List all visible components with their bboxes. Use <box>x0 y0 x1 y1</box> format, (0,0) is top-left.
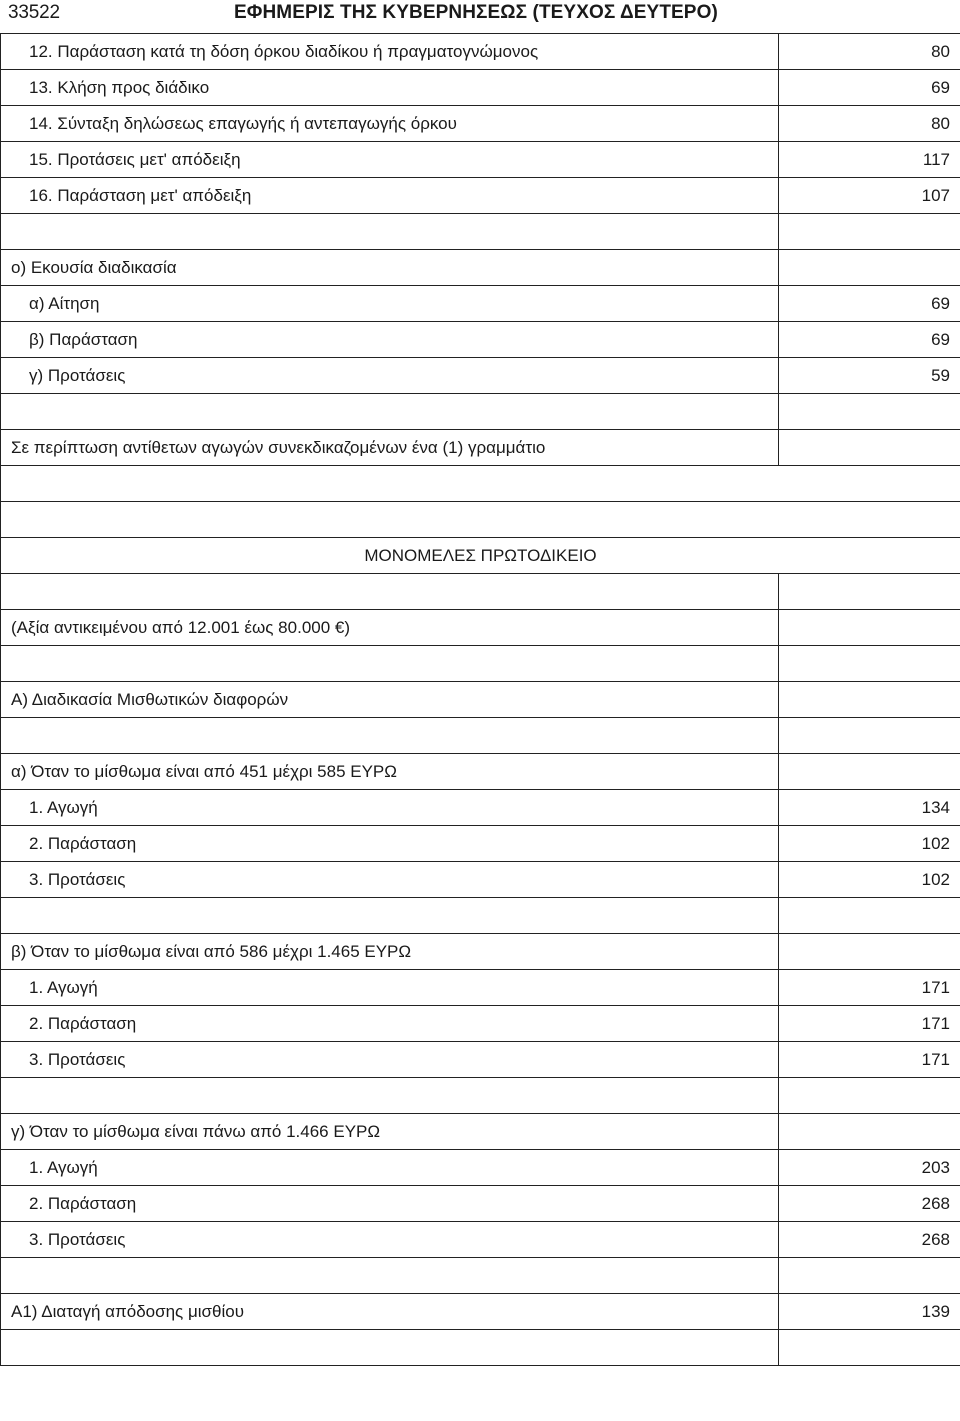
fee-amount: 117 <box>779 142 960 178</box>
fee-description: 1. Αγωγή <box>1 790 779 826</box>
fee-description: 12. Παράσταση κατά τη δόση όρκου διαδίκου ή πραγματογνώμονος <box>1 34 779 70</box>
fee-description: β) Όταν το μίσθωμα είναι από 586 μέχρι 1.465 ΕΥΡΩ <box>1 934 779 970</box>
fee-description: (Αξία αντικειμένου από 12.001 έως 80.000 €) <box>1 610 779 646</box>
table-row <box>1 538 960 574</box>
table-row <box>1 862 960 898</box>
fee-amount <box>779 754 960 790</box>
table-row <box>1 1150 960 1186</box>
fee-amount: 102 <box>779 826 960 862</box>
table-row <box>1 178 960 214</box>
table-row <box>1 1114 960 1150</box>
table-row <box>1 934 960 970</box>
table-row <box>1 502 960 538</box>
gazette-title: ΕΦΗΜΕΡΙΣ ΤΗΣ ΚΥΒΕΡΝΗΣΕΩΣ (ΤΕΥΧΟΣ ΔΕΥΤΕΡΟ) <box>234 2 718 23</box>
fee-amount: 268 <box>779 1186 960 1222</box>
fee-amount: 268 <box>779 1222 960 1258</box>
fee-amount: 203 <box>779 1150 960 1186</box>
fee-description <box>1 1078 779 1114</box>
table-row <box>1 1078 960 1114</box>
spacer-cell <box>1 502 960 538</box>
fee-description <box>1 718 779 754</box>
fee-description: 3. Προτάσεις <box>1 1042 779 1078</box>
fee-description: Σε περίπτωση αντίθετων αγωγών συνεκδικαζομένων ένα (1) γραμμάτιο <box>1 430 779 466</box>
fee-description: 15. Προτάσεις μετ' απόδειξη <box>1 142 779 178</box>
spacer-cell <box>1 466 960 502</box>
fee-amount <box>779 934 960 970</box>
table-row <box>1 790 960 826</box>
fee-amount: 107 <box>779 178 960 214</box>
fee-amount: 80 <box>779 34 960 70</box>
fee-description: ο) Εκουσία διαδικασία <box>1 250 779 286</box>
fee-amount: 69 <box>779 322 960 358</box>
fee-description: 14. Σύνταξη δηλώσεως επαγωγής ή αντεπαγωγής όρκου <box>1 106 779 142</box>
table-row <box>1 34 960 70</box>
table-row <box>1 718 960 754</box>
fee-amount: 139 <box>779 1294 960 1330</box>
fee-description: 2. Παράσταση <box>1 1006 779 1042</box>
fee-description: 3. Προτάσεις <box>1 862 779 898</box>
table-row <box>1 1186 960 1222</box>
fee-description: Α) Διαδικασία Μισθωτικών διαφορών <box>1 682 779 718</box>
table-row <box>1 430 960 466</box>
fee-amount <box>779 430 960 466</box>
table-row <box>1 106 960 142</box>
fee-amount <box>779 214 960 250</box>
table-row <box>1 574 960 610</box>
fee-amount: 69 <box>779 286 960 322</box>
fee-amount: 134 <box>779 790 960 826</box>
fee-amount <box>779 250 960 286</box>
fee-description: 13. Κλήση προς διάδικο <box>1 70 779 106</box>
table-row <box>1 358 960 394</box>
table-row <box>1 826 960 862</box>
fee-amount <box>779 682 960 718</box>
table-row <box>1 898 960 934</box>
table-row <box>1 1006 960 1042</box>
fee-description <box>1 574 779 610</box>
fee-description: α) Αίτηση <box>1 286 779 322</box>
table-row <box>1 142 960 178</box>
fee-amount: 69 <box>779 70 960 106</box>
fee-amount: 102 <box>779 862 960 898</box>
fee-amount <box>779 1114 960 1150</box>
fee-description: 16. Παράσταση μετ' απόδειξη <box>1 178 779 214</box>
table-row <box>1 1042 960 1078</box>
table-row <box>1 1222 960 1258</box>
table-row <box>1 1330 960 1366</box>
table-row <box>1 754 960 790</box>
fee-amount <box>779 1330 960 1366</box>
fee-amount: 59 <box>779 358 960 394</box>
fee-description: 2. Παράσταση <box>1 826 779 862</box>
fee-description: 2. Παράσταση <box>1 1186 779 1222</box>
fee-description <box>1 394 779 430</box>
section-heading: ΜΟΝΟΜΕΛΕΣ ΠΡΩΤΟΔΙΚΕΙΟ <box>1 538 960 574</box>
fee-amount <box>779 646 960 682</box>
fee-amount <box>779 1258 960 1294</box>
table-row <box>1 682 960 718</box>
table-row <box>1 250 960 286</box>
fee-table-body <box>1 34 960 1366</box>
fee-description <box>1 1330 779 1366</box>
fee-description <box>1 898 779 934</box>
fee-amount <box>779 394 960 430</box>
page-header <box>0 0 960 28</box>
fee-description <box>1 1258 779 1294</box>
fee-description: γ) Όταν το μίσθωμα είναι πάνω από 1.466 ΕΥΡΩ <box>1 1114 779 1150</box>
fee-amount: 171 <box>779 970 960 1006</box>
fee-table <box>0 33 960 1366</box>
table-row <box>1 466 960 502</box>
table-row <box>1 1258 960 1294</box>
fee-description: α) Όταν το μίσθωμα είναι από 451 μέχρι 585 ΕΥΡΩ <box>1 754 779 790</box>
fee-description <box>1 214 779 250</box>
fee-description: 3. Προτάσεις <box>1 1222 779 1258</box>
page-number: 33522 <box>8 2 60 23</box>
fee-description: 1. Αγωγή <box>1 970 779 1006</box>
fee-amount <box>779 574 960 610</box>
fee-description: 1. Αγωγή <box>1 1150 779 1186</box>
fee-amount <box>779 610 960 646</box>
fee-amount <box>779 898 960 934</box>
table-row <box>1 970 960 1006</box>
fee-description: Α1) Διαταγή απόδοσης μισθίου <box>1 1294 779 1330</box>
fee-amount <box>779 718 960 754</box>
fee-amount <box>779 1078 960 1114</box>
table-row <box>1 214 960 250</box>
fee-description <box>1 646 779 682</box>
table-row <box>1 70 960 106</box>
table-row <box>1 1294 960 1330</box>
fee-description: γ) Προτάσεις <box>1 358 779 394</box>
table-row <box>1 322 960 358</box>
table-row <box>1 610 960 646</box>
table-row <box>1 286 960 322</box>
fee-amount: 171 <box>779 1042 960 1078</box>
table-row <box>1 646 960 682</box>
fee-amount: 80 <box>779 106 960 142</box>
fee-description: β) Παράσταση <box>1 322 779 358</box>
fee-amount: 171 <box>779 1006 960 1042</box>
table-row <box>1 394 960 430</box>
